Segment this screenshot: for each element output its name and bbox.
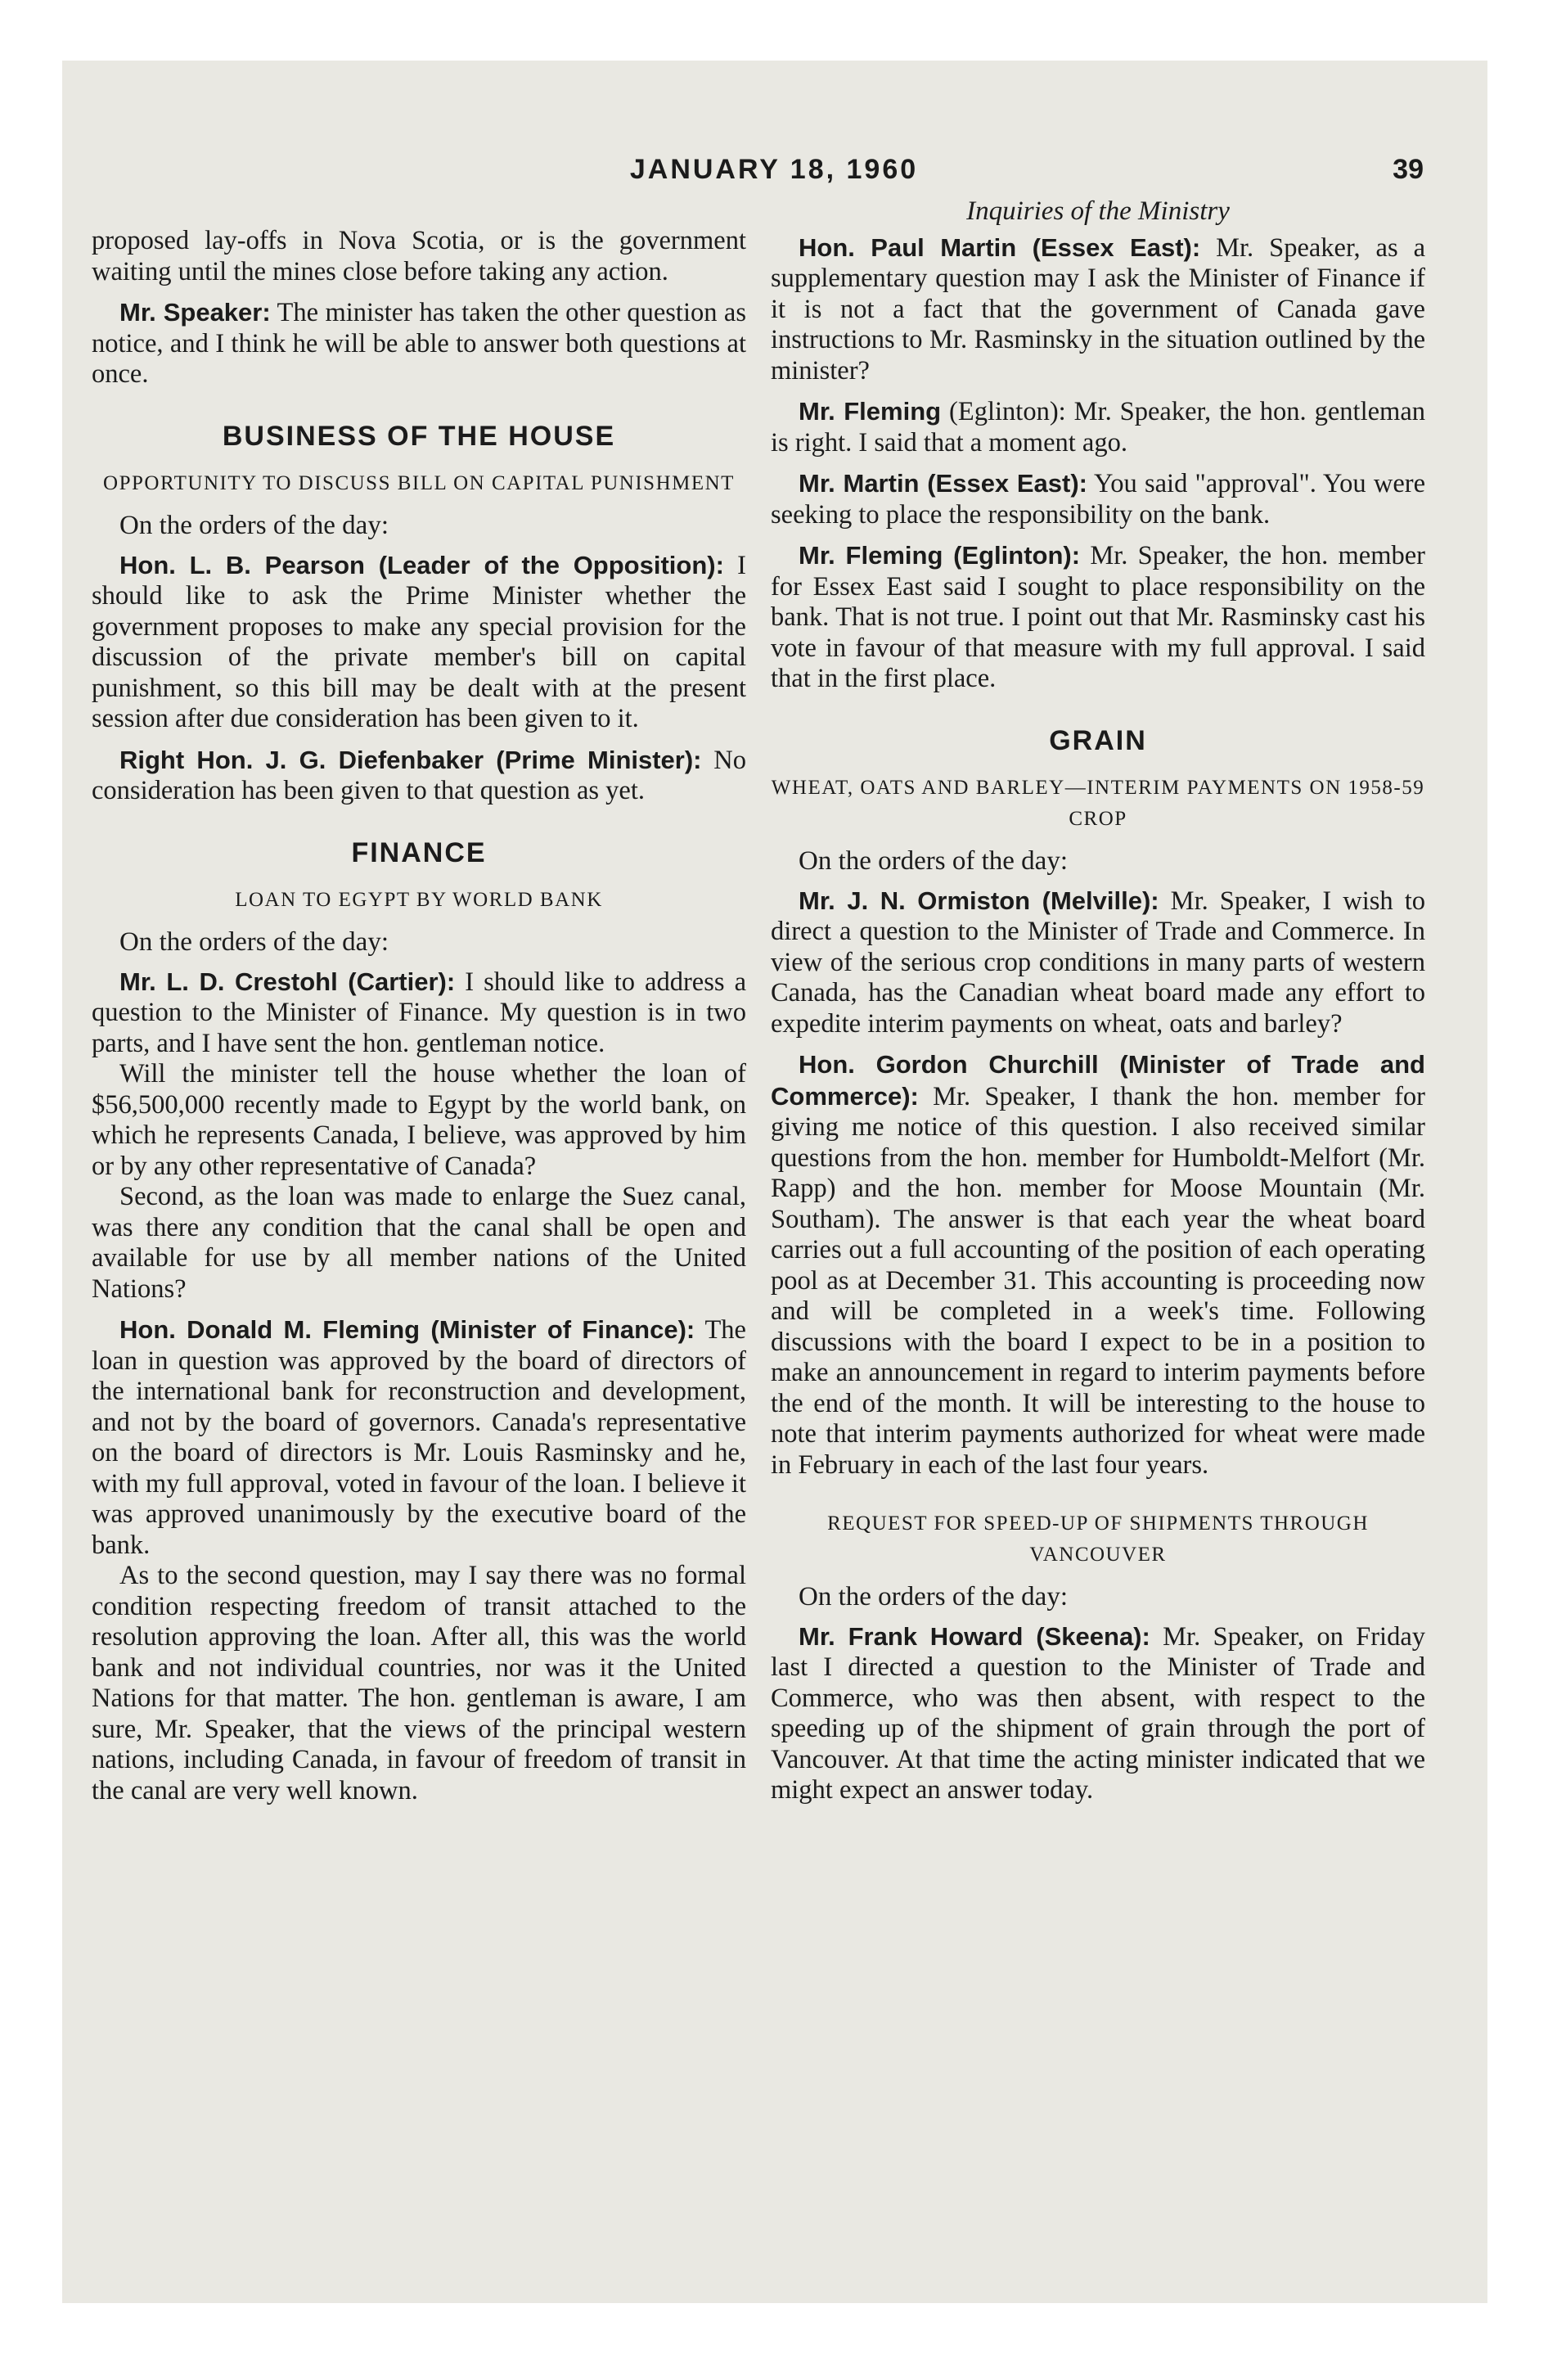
speech-text: Mr. Speaker, I thank the hon. member for giving me notice of this question. I also received similar questions from the hon. member for Humboldt-Melfort (Mr. Rapp) and the hon. member for Moose Mountain (Mr. Southam). The answer is that each year the wheat board carries out a full accounting of the position of each operating pool as at December 31. This accounting is proceeding now and will be completed in a week's time. Following discussions with the board I expect to be in a position to make an announcement in regard to interim payments before the end of the month. It will be interesting to the house to note that interim payments authorized for wheat were made in February in each of the last four years. xyxy=(771,1081,1425,1480)
sub-heading: OPPORTUNITY TO DISCUSS BILL ON CAPITAL PUNISHMENT xyxy=(103,472,735,494)
orders-of-day: On the orders of the day: xyxy=(799,1582,1068,1611)
paragraph xyxy=(771,396,1425,458)
sub-heading: REQUEST FOR SPEED-UP OF SHIPMENTS THROUGH VANCOUVER xyxy=(827,1512,1369,1566)
orders-of-day: On the orders of the day: xyxy=(119,511,389,540)
speaker-name: Mr. Martin (Essex East): xyxy=(799,469,1088,498)
speech-text: The minister has taken the other question as notice, and I think he will be able to answer both questions at once. xyxy=(92,298,747,389)
orders-of-day: On the orders of the day: xyxy=(119,927,389,957)
sub-heading: WHEAT, OATS AND BARLEY—INTERIM PAYMENTS ON 1958-59 CROP xyxy=(771,777,1425,830)
page-number: 39 xyxy=(1393,154,1424,185)
paragraph xyxy=(92,1314,746,1561)
speaker-name: Hon. L. B. Pearson (Leader of the Opposition): xyxy=(119,550,724,579)
speech-text: No consideration has been given to that question as yet. xyxy=(92,745,746,805)
speaker-name: Mr. Fleming xyxy=(799,397,942,426)
speaker-name: Mr. L. D. Crestohl (Cartier): xyxy=(119,967,456,996)
speaker-name: Hon. Paul Martin (Essex East): xyxy=(799,232,1201,262)
section-heading: FINANCE xyxy=(351,836,487,868)
paragraph xyxy=(771,468,1425,530)
speech-text: Mr. Speaker, I wish to direct a question to the Minister of Trade and Commerce. In view of the serious crop conditions in many parts of western Canada, has the Canadian wheat board made any effort to expedite interim payments on wheat, oats and barley? xyxy=(771,886,1425,1039)
right-column xyxy=(771,196,1425,1806)
column-subhead: Inquiries of the Ministry xyxy=(966,196,1230,226)
paragraph xyxy=(771,1621,1425,1806)
paragraph xyxy=(92,745,746,807)
speech-text: The loan in question was approved by the board of directors of the international bank for reconstruction and development, and not by the board of governors. Canada's representative on the board of directors is Mr. Louis Rasminsky and he, with my full approval, voted in favour of the loan. I believe it was approved unanimously by the executive board of the bank. xyxy=(92,1315,746,1560)
paragraph: Will the minister tell the house whether the loan of $56,500,000 recently made to Egypt by the world bank, on which he represents Canada, I believe, was approved by him or by any other representative of Canada? xyxy=(92,1059,746,1181)
paragraph xyxy=(92,967,746,1060)
paragraph xyxy=(92,297,746,390)
speaker-name: Hon. Gordon Churchill (Minister of Trade and Commerce): xyxy=(771,1050,1425,1111)
sub-heading: LOAN TO EGYPT BY WORLD BANK xyxy=(235,889,603,911)
paragraph: proposed lay-offs in Nova Scotia, or is the government waiting until the mines close before taking any action. xyxy=(92,226,746,286)
speech-text: Mr. Speaker, the hon. member for Essex East said I sought to place responsibility on the bank. That is not true. I point out that Mr. Rasminsky cast his vote in favour of that measure with my full approval. I said that in the first place. xyxy=(771,541,1425,693)
paragraph xyxy=(771,1049,1425,1481)
paragraph: Second, as the loan was made to enlarge the Suez canal, was there any condition that the canal shall be open and available for use by all member nations of the United Nations? xyxy=(92,1182,746,1304)
speech-text: I should like to ask the Prime Minister whether the government proposes to make any special provision for the discussion of the private member's bill on capital punishment, so this bill may be dealt with at the present session after due consideration has been given to it. xyxy=(92,550,746,733)
speaker-name: Right Hon. J. G. Diefenbaker (Prime Minister): xyxy=(119,745,702,774)
speaker-name: Mr. J. N. Ormiston (Melville): xyxy=(799,886,1159,915)
paragraph xyxy=(771,232,1425,387)
page-date: JANUARY 18, 1960 xyxy=(629,154,919,185)
paragraph xyxy=(771,540,1425,695)
paragraph: As to the second question, may I say there was no formal condition respecting freedom of transit attached to the resolution approving the loan. After all, this was the world bank and not individual countries, nor was it the United Nations for that matter. The hon. gentleman is aware, I am sure, Mr. Speaker, that the views of the principal western nations, including Canada, in favour of freedom of transit in the canal are very well known. xyxy=(92,1561,746,1805)
speech-text: Mr. Speaker, as a supplementary question may I ask the Minister of Finance if it is not a fact that the government of Canada gave instructions to Mr. Rasminsky in the situation outlined by the minister? xyxy=(771,232,1425,385)
speech-text: Mr. Speaker, on Friday last I directed a question to the Minister of Trade and Commerce, who was then absent, with respect to the speeding up of the shipment of grain through the port of Vancouver. At that time the acting minister indicated that we might expect an answer today. xyxy=(771,1621,1425,1805)
paragraph xyxy=(92,550,746,735)
left-column xyxy=(92,226,746,1806)
speaker-name: Hon. Donald M. Fleming (Minister of Finance): xyxy=(119,1315,695,1344)
section-heading: GRAIN xyxy=(1049,724,1147,756)
section-heading: BUSINESS OF THE HOUSE xyxy=(222,420,616,452)
speaker-name: Mr. Fleming (Eglinton): xyxy=(799,541,1081,570)
paragraph xyxy=(771,886,1425,1040)
speaker-name: Mr. Speaker: xyxy=(119,298,271,327)
speech-text: You said "approval". You were seeking to place the responsibility on the bank. xyxy=(771,469,1425,530)
speaker-name: Mr. Frank Howard (Skeena): xyxy=(799,1621,1150,1651)
speech-text: (Eglinton): Mr. Speaker, the hon. gentleman is right. I said that a moment ago. xyxy=(771,397,1426,458)
orders-of-day: On the orders of the day: xyxy=(799,846,1068,876)
running-header xyxy=(0,154,1548,203)
speech-text: I should like to address a question to the Minister of Finance. My question is in two parts, and I have sent the hon. gentleman notice. xyxy=(92,967,746,1058)
